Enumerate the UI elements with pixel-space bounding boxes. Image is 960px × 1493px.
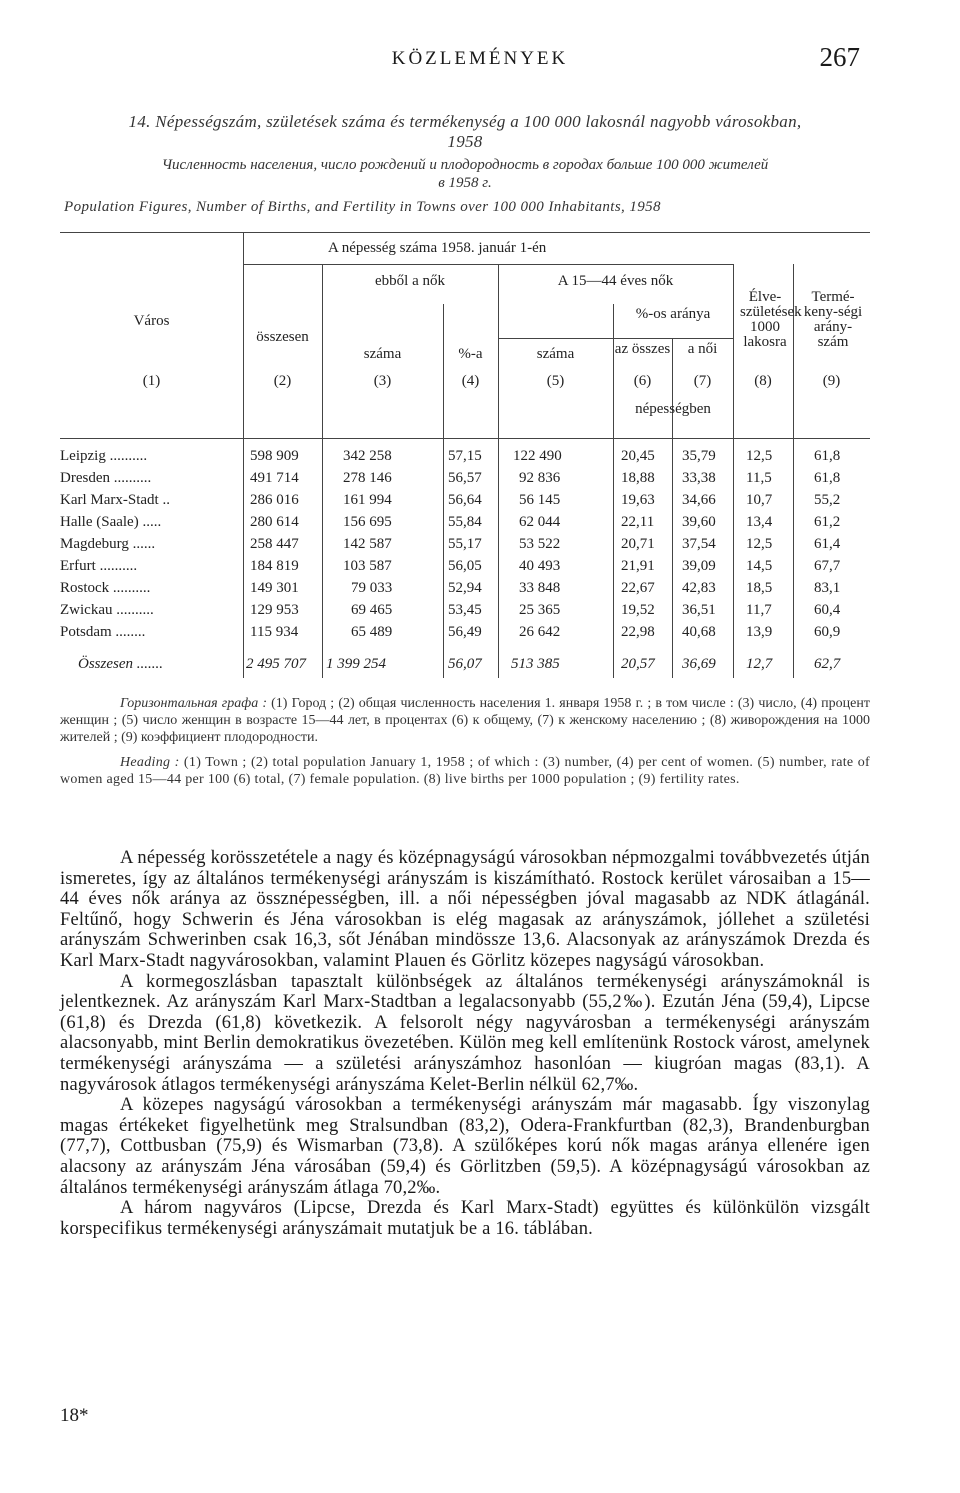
cell-total: 280 614 <box>250 514 299 530</box>
cell-women-15-44: 33 848 <box>519 580 561 596</box>
table-row <box>60 602 870 624</box>
header-fertility-rate: Termé-keny-ségi arány-szám <box>803 289 863 350</box>
cell-pct-total: 22,98 <box>621 624 655 640</box>
cell-women: 79 033 <box>351 580 393 596</box>
city-name: Potsdam ........ <box>60 624 146 640</box>
cell-fertility: 62,7 <box>814 656 841 672</box>
notes-russian <box>60 695 870 746</box>
cell-total: 286 016 <box>250 492 299 508</box>
cell-fertility: 83,1 <box>814 580 841 596</box>
cell-pct-total: 22,11 <box>621 514 655 530</box>
city-name: Erfurt .......... <box>60 558 138 574</box>
cell-women: 278 146 <box>343 470 392 486</box>
cell-live-births: 14,5 <box>746 558 773 574</box>
cell-women: 1 399 254 <box>326 656 386 672</box>
table-total-row <box>60 656 870 678</box>
cell-pct-female: 35,79 <box>682 448 716 464</box>
table-row <box>60 448 870 470</box>
header-group-rule <box>243 264 733 265</box>
cell-total: 258 447 <box>250 536 299 552</box>
cell-pct-total: 22,67 <box>621 580 655 596</box>
notes-en-text: (1) Town ; (2) total population January 1, 1958 ; of which : (3) number, (4) per cent of women. (5) number, rate of women aged 15—44 per 100 (6) total, (7) female population. (8) live births per 1000 population ; (9) fertility rates. <box>60 755 871 787</box>
paragraph-4: A három nagyváros (Lipcse, Drezda és Karl Marx-Stadt) együttes és különkülön vizsgált korspecifikus termékenységi arányszámait mutatjuk be a 16. táblában. <box>60 1198 870 1239</box>
body-text <box>60 848 870 1239</box>
cell-pct-total: 20,57 <box>621 656 655 672</box>
colnum-2: (2) <box>273 373 292 389</box>
cell-live-births: 12,7 <box>746 656 773 672</box>
cell-total: 491 714 <box>250 470 299 486</box>
cell-total: 184 819 <box>250 558 299 574</box>
header-szama-women: száma <box>363 346 402 362</box>
notes-en-lead: Heading : <box>120 755 180 770</box>
header-a-noi: a női <box>687 341 718 357</box>
cell-total: 115 934 <box>250 624 299 640</box>
header-ebbol-nok: ebből a nők <box>375 273 445 289</box>
cell-women: 156 695 <box>343 514 392 530</box>
table-row <box>60 514 870 536</box>
cell-live-births: 13,9 <box>746 624 773 640</box>
caption-ru-line2: в 1958 г. <box>438 175 492 191</box>
cell-women-pct: 53,45 <box>448 602 482 618</box>
table-row <box>60 536 870 558</box>
cell-women: 161 994 <box>343 492 392 508</box>
cell-women-pct: 56,49 <box>448 624 482 640</box>
notes-ru-text: (1) Город ; (2) общая численность населения 1. января 1958 г. ; в том числе : (3) число, (4) процент женщин ; (5) число женщин в возрасте 15—44 лет, в процентах (6) к общему, (7) к женскому населению ; (8) живорождения на 1000 жителей ; (9) коэффициент плодородности. <box>60 696 870 745</box>
cell-live-births: 11,5 <box>746 470 772 486</box>
header-az-osszes: az összes <box>614 341 671 357</box>
header-varos: Város <box>133 313 170 329</box>
signature-mark: 18* <box>60 1405 89 1426</box>
caption-russian <box>60 156 870 192</box>
colnum-6: (6) <box>633 373 652 389</box>
cell-pct-female: 36,69 <box>682 656 716 672</box>
cell-pct-female: 33,38 <box>682 470 716 486</box>
notes-english <box>60 754 870 788</box>
header-osszesen: összesen <box>256 329 309 345</box>
cell-women-pct: 56,07 <box>448 656 482 672</box>
table-caption <box>60 112 870 216</box>
header-women-15-44: A 15—44 éves nők <box>557 273 674 289</box>
cell-fertility: 60,9 <box>814 624 841 640</box>
paragraph-3: A közepes nagyságú városokban a termékenységi arányszám már magasabb. Így viszonylag magas értékeket figyelhetünk meg Stralsundban (83,2), Odera-Frankfurtban (82,3), Brandenburgban (77,7), Cottbusban (75,9) és Wismarban (73,8). A szülőképes korú nők magas aránya ellenére igen alacsony az arányszám Jéna városában (59,4) és Görlitzben (59,5). A középnagyságú városokban az általános termékenységi arányszám átlaga 70,2‰. <box>60 1095 870 1198</box>
cell-live-births: 12,5 <box>746 536 773 552</box>
cell-fertility: 61,8 <box>814 470 841 486</box>
cell-live-births: 11,7 <box>746 602 772 618</box>
header-szama-15-44: száma <box>536 346 575 362</box>
cell-live-births: 10,7 <box>746 492 773 508</box>
cell-pct-female: 39,60 <box>682 514 716 530</box>
statistics-table <box>60 232 870 678</box>
caption-english: Population Figures, Number of Births, and Fertility in Towns over 100 000 Inhabitants, 1958 <box>64 199 661 215</box>
colnum-9: (9) <box>822 373 841 389</box>
cell-women-15-44: 513 385 <box>511 656 560 672</box>
city-name: Magdeburg ...... <box>60 536 156 552</box>
city-name: Rostock .......... <box>60 580 151 596</box>
cell-women-pct: 55,17 <box>448 536 482 552</box>
cell-fertility: 61,8 <box>814 448 841 464</box>
cell-women-pct: 57,15 <box>448 448 482 464</box>
cell-pct-total: 19,63 <box>621 492 655 508</box>
cell-women-15-44: 40 493 <box>519 558 561 574</box>
colnum-5: (5) <box>546 373 565 389</box>
paragraph-1: A népesség korösszetétele a nagy és középnagyságú városokban népmozgalmi továbbvezetés útján ismeretes, így az általános termékenységi arányszám is kiszámítható. Rostock kerület városaiban a 15—44 éves nők aránya az össznépességben, ill. a női népességben jóval magasabb az NDK átlagánál. Feltűnő, hogy Schwerin és Jéna városokban is elég magasak az arányszámok, jóllehet a születési arányszám Schwerinben csak 16,3, sőt Jénában mindössze 13,6. Alacsonyak az arányszámok Drezda és Karl Marx-Stadt nagyvárosokban, valamint Plauen és Görlitz közepes nagyságú városokban. <box>60 848 870 971</box>
header-population-group: A népesség száma 1958. január 1-én <box>328 240 547 256</box>
cell-women: 342 258 <box>343 448 392 464</box>
cell-fertility: 61,2 <box>814 514 841 530</box>
cell-women: 69 465 <box>351 602 393 618</box>
paragraph-2: A kormegoszlásban tapasztalt különbségek az általános termékenységi arányszámoknál is jelentkeznek. Az arányszám Karl Marx-Stadtban a legalacsonyabb (55,2‰). Ezután Jéna (59,4), Lipcse (61,8) és Drezda (61,8) következik. A felsorolt négy nagyvárosban a termékenységi arányszám alacsonyabb, mint Berlin demokratikus övezetében. Külön meg kell említenünk Rostock várost, amelynek termékenységi arányszáma — a születési arányszámhoz hasonlóan — kiugróan magas (83,1). A nagyvárosok átlagos termékenységi arányszáma Kelet-Berlin nélkül 62,7‰. <box>60 971 870 1095</box>
cell-live-births: 13,4 <box>746 514 773 530</box>
cell-women: 103 587 <box>343 558 392 574</box>
city-name: Karl Marx-Stadt .. <box>60 492 170 508</box>
total-label: Összesen ....... <box>78 656 163 672</box>
caption-hu-line1: 14. Népességszám, születések száma és termékenység a 100 000 lakosnál nagyobb városokban, <box>128 112 802 131</box>
cell-pct-female: 40,68 <box>682 624 716 640</box>
percent-subhead-rule <box>498 338 733 339</box>
cell-women: 65 489 <box>351 624 393 640</box>
table-row <box>60 580 870 602</box>
running-head <box>0 42 960 82</box>
colnum-3: (3) <box>373 373 392 389</box>
table-top-rule <box>60 232 870 233</box>
notes-ru-lead: Горизонтальная графа : <box>120 696 267 711</box>
cell-women-15-44: 53 522 <box>519 536 561 552</box>
colnum-4: (4) <box>461 373 480 389</box>
table-row <box>60 558 870 580</box>
cell-women-15-44: 62 044 <box>519 514 561 530</box>
cell-fertility: 61,4 <box>814 536 841 552</box>
cell-pct-female: 42,83 <box>682 580 716 596</box>
cell-total: 598 909 <box>250 448 299 464</box>
table-row <box>60 470 870 492</box>
cell-women-15-44: 122 490 <box>513 448 562 464</box>
header-live-births: Élve-születések 1000 lakosra <box>740 289 802 350</box>
cell-women-pct: 56,05 <box>448 558 482 574</box>
city-name: Zwickau .......... <box>60 602 154 618</box>
cell-women-15-44: 56 145 <box>519 492 561 508</box>
cell-pct-total: 19,52 <box>621 602 655 618</box>
cell-pct-total: 18,88 <box>621 470 655 486</box>
cell-pct-total: 20,45 <box>621 448 655 464</box>
colnum-1: (1) <box>142 373 161 389</box>
cell-women-pct: 55,84 <box>448 514 482 530</box>
cell-women-pct: 56,64 <box>448 492 482 508</box>
cell-live-births: 18,5 <box>746 580 773 596</box>
cell-fertility: 67,7 <box>814 558 841 574</box>
caption-hungarian <box>60 112 870 152</box>
colnum-7: (7) <box>693 373 712 389</box>
city-name: Leipzig .......... <box>60 448 148 464</box>
header-bottom-rule <box>60 438 870 439</box>
header-percent-ratio: %-os aránya <box>635 306 711 322</box>
cell-women-15-44: 92 836 <box>519 470 561 486</box>
cell-live-births: 12,5 <box>746 448 773 464</box>
cell-total: 129 953 <box>250 602 299 618</box>
header-percent-women: %-a <box>458 346 483 362</box>
cell-pct-total: 20,71 <box>621 536 655 552</box>
cell-pct-total: 21,91 <box>621 558 655 574</box>
caption-ru-line1: Численность населения, число рождений и плодородность в городах больше 100 000 жителей <box>161 157 769 173</box>
page-number: 267 <box>819 42 860 72</box>
header-nepessegben: népességben <box>635 401 711 417</box>
cell-fertility: 60,4 <box>814 602 841 618</box>
colnum-8: (8) <box>754 373 772 389</box>
running-head-title: KÖZLEMÉNYEK <box>391 48 569 69</box>
cell-women: 142 587 <box>343 536 392 552</box>
cell-fertility: 55,2 <box>814 492 841 508</box>
table-row <box>60 492 870 514</box>
cell-women-pct: 52,94 <box>448 580 482 596</box>
city-name: Dresden .......... <box>60 470 152 486</box>
cell-women-15-44: 25 365 <box>519 602 561 618</box>
caption-hu-line2: 1958 <box>447 132 483 151</box>
cell-total: 149 301 <box>250 580 299 596</box>
cell-pct-female: 39,09 <box>682 558 716 574</box>
cell-pct-female: 34,66 <box>682 492 716 508</box>
table-row <box>60 624 870 646</box>
cell-women-15-44: 26 642 <box>519 624 561 640</box>
cell-pct-female: 36,51 <box>682 602 716 618</box>
table-notes <box>60 695 870 788</box>
city-name: Halle (Saale) ..... <box>60 514 162 530</box>
cell-total: 2 495 707 <box>246 656 306 672</box>
cell-women-pct: 56,57 <box>448 470 482 486</box>
cell-pct-female: 37,54 <box>682 536 716 552</box>
